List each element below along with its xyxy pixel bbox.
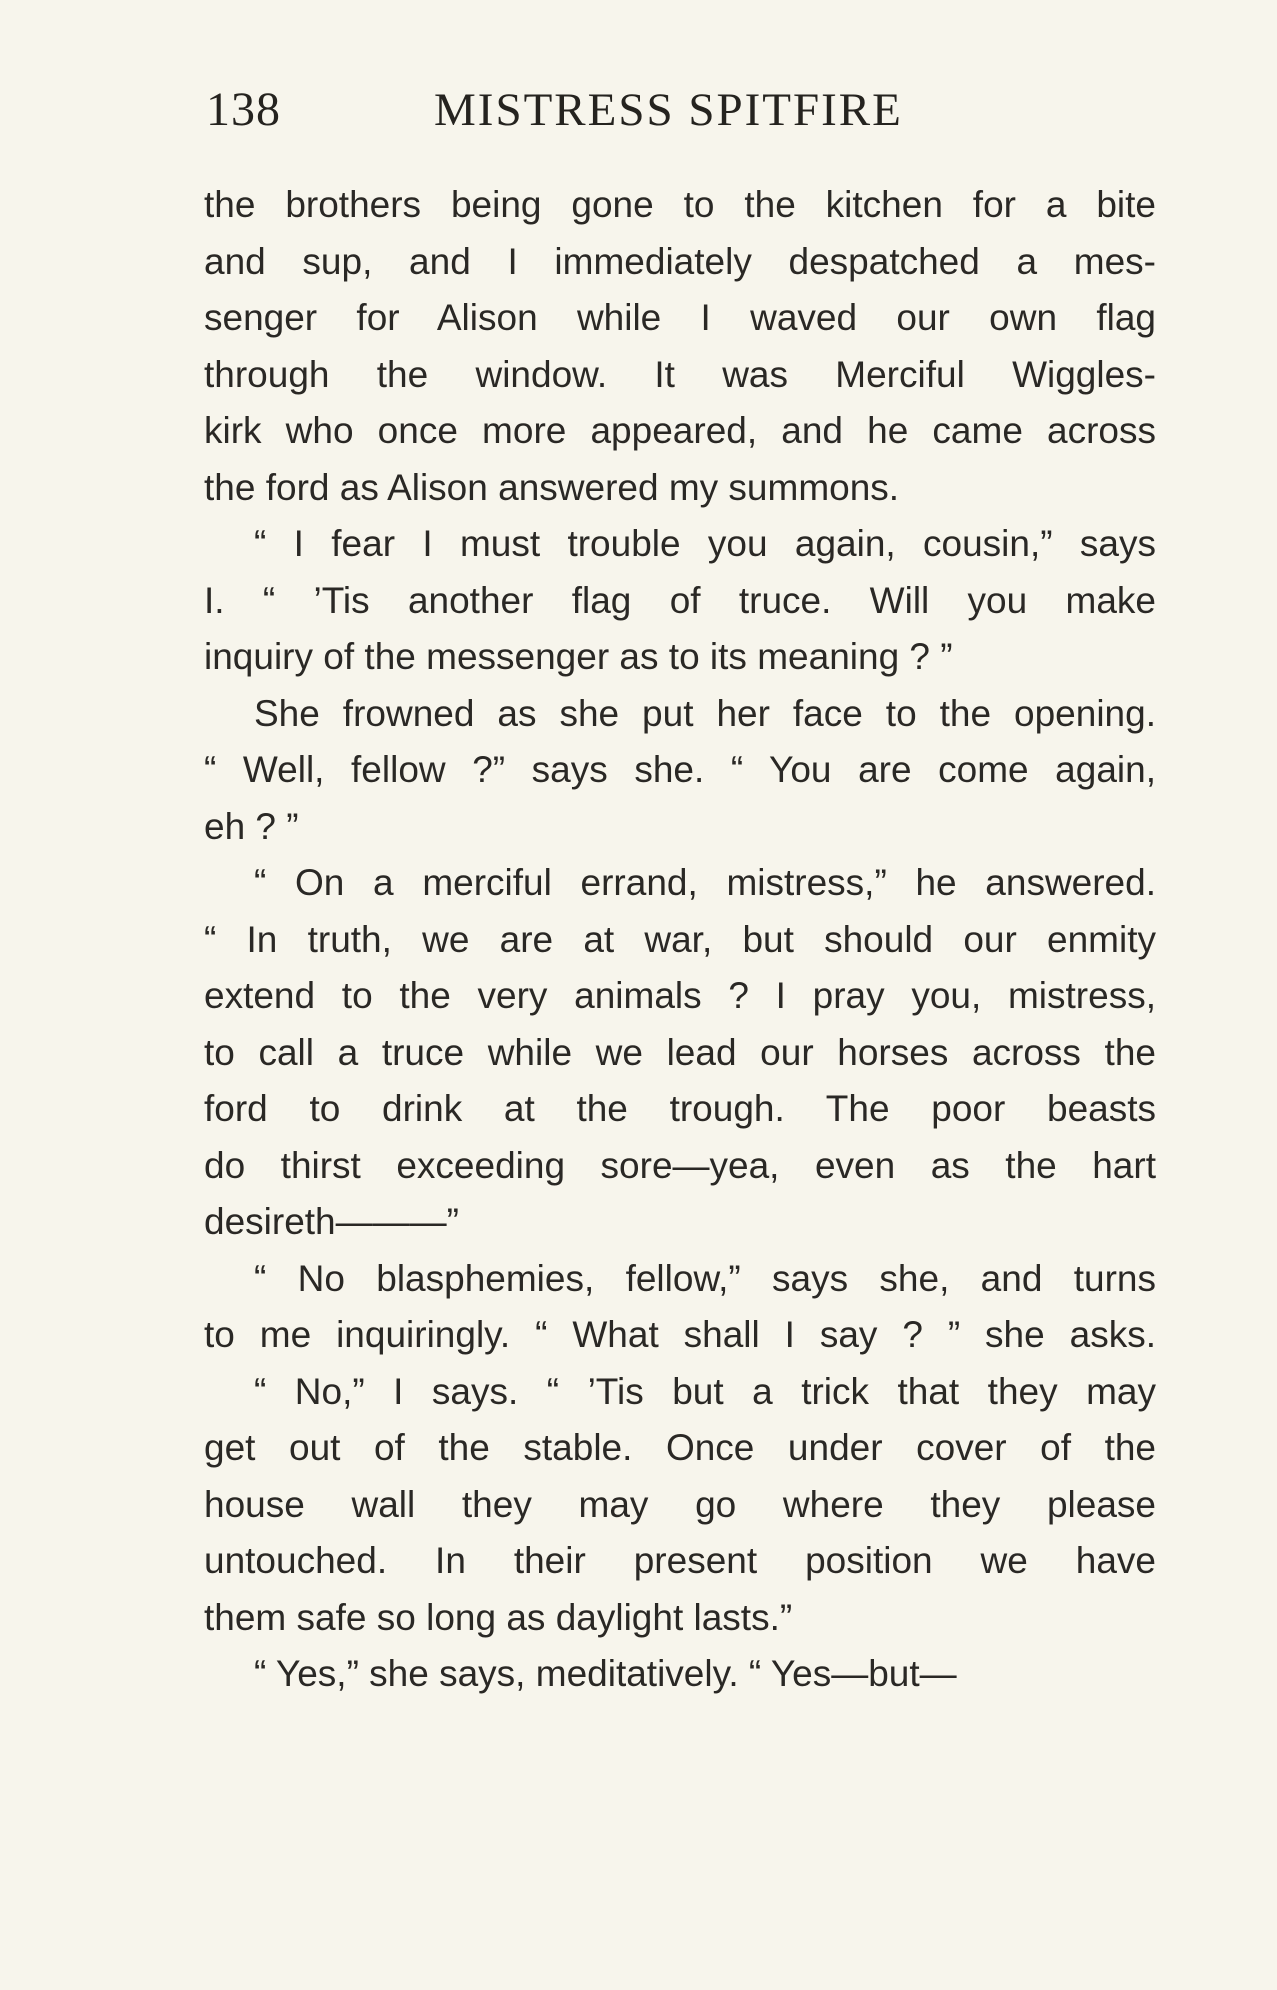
text-line: do thirst exceeding sore—yea, even as the hart xyxy=(204,1144,1156,1186)
text-line: kirk who once more appeared, and he came across xyxy=(204,410,1156,451)
text-line: “ Well, fellow ?” says she. “ You are come again, xyxy=(204,749,1156,790)
text-line: untouched. In their present position we have xyxy=(204,1540,1156,1581)
text-line: inquiry of the messenger as to its meaning ? ” xyxy=(204,636,953,677)
text-line: get out of the stable. Once under cover of the xyxy=(204,1427,1156,1468)
text-line: She frowned as she put her face to the opening. xyxy=(254,692,1156,734)
text-line: the ford as Alison answered my summons. xyxy=(204,466,900,508)
text-line: “ Yes,” she says, meditatively. “ Yes—but— xyxy=(254,1653,957,1694)
text-line: “ No,” I says. “ ’Tis but a trick that they may xyxy=(254,1370,1156,1412)
text-line: house wall they may go where they please xyxy=(204,1483,1156,1525)
text-line: eh ? ” xyxy=(204,805,299,847)
text-line: to me inquiringly. “ What shall I say ? ” she asks. xyxy=(204,1314,1156,1355)
text-line: and sup, and I immediately despatched a mes- xyxy=(204,240,1156,282)
text-line: I. “ ’Tis another flag of truce. Will you make xyxy=(204,579,1156,621)
text-line: “ On a merciful errand, mistress,” he answered. xyxy=(254,862,1156,903)
text-line: desireth———” xyxy=(204,1201,459,1242)
text-line: ford to drink at the trough. The poor beasts xyxy=(204,1088,1156,1129)
page-number: 138 xyxy=(206,83,281,136)
text-line: through the window. It was Merciful Wiggles- xyxy=(204,353,1156,395)
text-line: senger for Alison while I waved our own flag xyxy=(204,297,1156,338)
text-line: them safe so long as daylight lasts.” xyxy=(204,1596,793,1638)
text-line: “ No blasphemies, fellow,” says she, and turns xyxy=(254,1257,1156,1299)
text-line: the brothers being gone to the kitchen for a bite xyxy=(204,184,1156,225)
running-title: MISTRESS SPITFIRE xyxy=(434,84,903,136)
text-line: to call a truce while we lead our horses across the xyxy=(204,1031,1156,1073)
body-text xyxy=(204,177,1156,1703)
text-line: “ In truth, we are at war, but should our enmity xyxy=(204,918,1156,960)
text-line: extend to the very animals ? I pray you, mistress, xyxy=(204,975,1156,1016)
running-head xyxy=(206,80,1158,140)
text-line: “ I fear I must trouble you again, cousin,” says xyxy=(254,523,1156,564)
